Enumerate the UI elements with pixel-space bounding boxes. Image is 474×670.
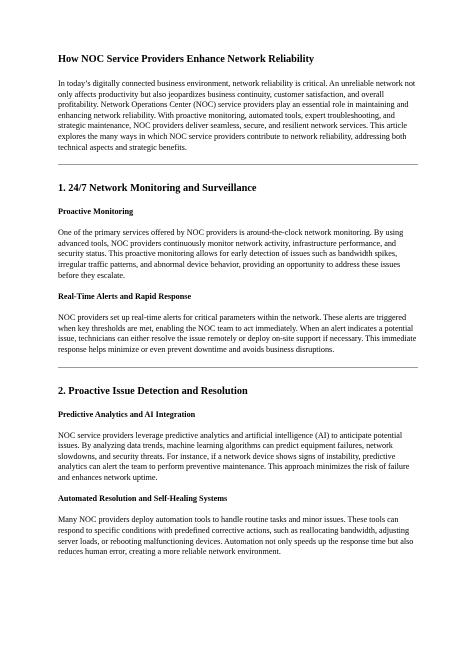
paragraph-real-time-alerts: NOC providers set up real-time alerts for critical parameters within the network. These alerts are triggered when key thresholds are met, enabling the NOC team to act immediately. When an alert indicates a potential issue, technicians can either resolve the issue remotely or deploy on-site support if necessary. This immediate response helps minimize or even prevent downtime and avoids business disruptions. bbox=[58, 313, 417, 354]
section-heading-2: 2. Proactive Issue Detection and Resolution bbox=[58, 385, 248, 397]
section-divider bbox=[58, 164, 418, 165]
section-heading-1: 1. 24/7 Network Monitoring and Surveillance bbox=[58, 183, 257, 195]
subsection-heading-automated-resolution: Automated Resolution and Self-Healing Systems bbox=[58, 494, 228, 504]
document-page bbox=[58, 54, 418, 569]
subsection-heading-proactive-monitoring: Proactive Monitoring bbox=[58, 207, 134, 217]
paragraph-automated-resolution: Many NOC providers deploy automation tools to handle routine tasks and minor issues. These tools can respond to specific conditions with predefined corrective actions, such as reallocating bandwidth, adjusting server loads, or rebooting malfunctioning devices. Automation not only speeds up the response time but also reduces human error, creating a more reliable network environment. bbox=[58, 515, 414, 557]
section-divider bbox=[58, 367, 418, 368]
paragraph-predictive-analytics: NOC service providers leverage predictive analytics and artificial intelligence (AI) to anticipate potential issues. By analyzing data trends, machine learning algorithms can predict equipment failures, network slowdowns, and security threats. For instance, if a network device shows signs of instability, predictive analytics can alert the team to perform preventive maintenance. This approach minimizes the risk of failure and enhances network uptime. bbox=[58, 430, 410, 482]
intro-paragraph: In today’s digitally connected business environment, network reliability is critical. An unreliable network not only affects productivity but also jeopardizes business continuity, customer satisfaction, and overall profitability. Network Operations Center (NOC) service providers play an essential role in maintaining and enhancing network reliability. With proactive monitoring, automated tools, expert troubleshooting, and strategic maintenance, NOC providers deliver seamless, secure, and resilient network services. This article explores the many ways in which NOC service providers contribute to network reliability, addressing both technical aspects and strategic benefits. bbox=[58, 79, 416, 152]
paragraph-proactive-monitoring: One of the primary services offered by NOC providers is around-the-clock network monitoring. By using advanced tools, NOC providers continuously monitor network activity, infrastructure performance, and security status. This proactive monitoring allows for early detection of issues such as bandwidth spikes, irregular traffic patterns, and abnormal device behavior, providing an opportunity to address these issues before they escalate. bbox=[58, 228, 404, 280]
subsection-heading-predictive-analytics: Predictive Analytics and AI Integration bbox=[58, 409, 196, 419]
document-title: How NOC Service Providers Enhance Network Reliability bbox=[58, 54, 315, 65]
subsection-heading-real-time-alerts: Real-Time Alerts and Rapid Response bbox=[58, 292, 192, 302]
